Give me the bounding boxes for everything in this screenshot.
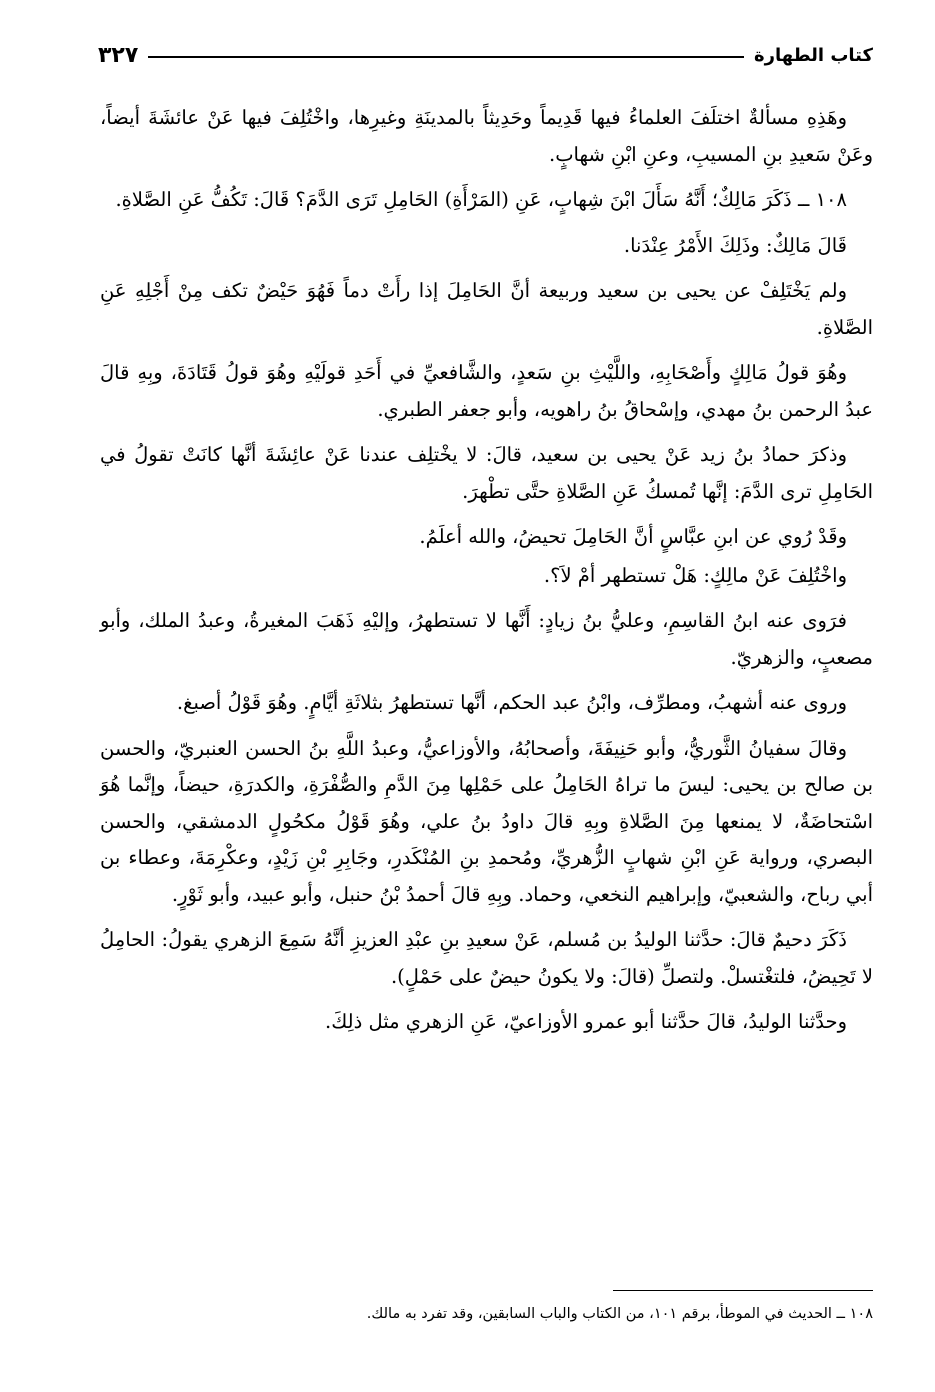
chapter-title: كتاب الطهارة <box>753 45 873 66</box>
paragraph: وقالَ سفيانُ الثَّوريُّ، وأبو حَنِيفَةَ، وأصحابُهُ، والأوزاعيُّ، وعبدُ اللَّهِ بنُ الحسن العنبريّ، والحسن بن صالح بن يحيى: ليسَ ما تراهُ الحَامِلُ على حَمْلِها مِنَ الدَّمِ والصُّفْرَةِ، والكدرَةِ، حيضاً، وإنَّما هُوَ اسْتحاضَةٌ، لا يمنعها مِنَ الصَّلاةِ وبِهِ قالَ داودُ بنُ علي، وهُوَ قَوْلُ مكحُولٍ الدمشقي، والحسن البصري، ورواية عَنِ ابْنِ شهابٍ الزُّهريِّ، ومُحمدِ بنِ المُنْكَدرِ، وجَابِرِ بْنِ زَيْدٍ، وعكْرِمَةَ، وعطاء بن أبي رباح، والشعبيّ، وإبراهيم النخعي، وحماد. وبِهِ قالَ أحمدُ بْنُ حنبل، وأبو عبيد، وأبو ثَوْرٍ. <box>100 736 873 906</box>
page-number: ٣٢٧ <box>98 43 139 68</box>
paragraph: قَالَ مَالِكٌ: وذَلِكَ الأَمْرُ عِنْدَنا. <box>623 233 847 257</box>
main-text <box>100 100 873 1050</box>
paragraph: وهُوَ قولُ مَالِكٍ وأَصْحَابِهِ، واللَّيْثِ بنِ سَعدٍ، والشَّافعيِّ في أَحَدِ قولَيْهِ وهُوَ قولُ قَتَادَةَ، وبِهِ قالَ عبدُ الرحمن بنُ مهدي، وإسْحاقُ بنُ راهويه، وأبو جعفر الطبري. <box>100 361 873 421</box>
footnote: ١٠٨ ــ الحديث في الموطأ، برقم ١٠١، من الكتاب والباب السابقين، وقد تفرد به مالك. <box>366 1306 873 1322</box>
numbered-paragraph: ١٠٨ ــ ذَكَرَ مَالِكٌ؛ أَنَّهُ سَأَلَ ابْنَ شِهابٍ، عَنِ (المَرْأَةِ) الحَامِلِ تَرَى الدَّمَ؟ قَالَ: تَكُفُّ عَنِ الصَّلاةِ. <box>115 188 847 211</box>
paragraph: وذكرَ حمادُ بنُ زيد عَنْ يحيى بن سعيد، قالَ: لا يخْتلِف عندنا عَنْ عائِشَةَ أنَّها كانَتْ تقولُ في الحَامِلِ ترى الدَّمَ: إنَّها تُمسكُ عَنِ الصَّلاةِ حتَّى تطْهرَ. <box>100 443 873 503</box>
footnote-separator <box>613 1290 873 1291</box>
paragraph: وروى عنه أشهبُ، ومطرِّف، وابْنُ عبد الحكم، أنَّها تستطهرُ بثلاثَةِ أيَّامٍ. وهُوَ قَوْلُ أصبغ. <box>176 691 847 714</box>
paragraph: ولم يَخْتَلِفْ عن يحيى بن سعيد وربيعة أنَّ الحَامِلَ إذا رأَتْ دماً فَهُوَ حَيْضٌ تكف مِنْ أَجْلِهِ عَنِ الصَّلاةِ. <box>100 279 873 339</box>
paragraph: فرَوى عنه ابنُ القاسِمِ، وعليُّ بنُ زيادٍ: أَنَّها لا تستطهرُ، وإليْهِ ذَهَبَ المغيرةُ، وعبدُ الملك، وأبو مصعبٍ، والزهريّ. <box>100 609 873 669</box>
paragraph: واخْتُلِفَ عَنْ مالِكٍ: هَلْ تستطهر أمْ لاَ؟. <box>543 563 847 587</box>
paragraph: وهَذِهِ مسألةٌ اختلَفَ العلماءُ فيها قَدِيماً وحَدِيثاً بالمدينَةِ وغيرِها، واخْتُلِفَ فيها عَنْ عائشَةَ أيضاً، وعَنْ سَعيدِ بنِ المسيبِ، وعنِ ابْنِ شهابٍ. <box>100 106 873 166</box>
paragraph: وحدَّثنا الوليدُ، قالَ حدَّثنا أبو عمرو الأوزاعيّ، عَنِ الزهري مثل ذلِكَ. <box>325 1010 847 1033</box>
paragraph: وقَدْ رُوي عن ابنِ عبَّاسٍ أنَّ الحَامِلَ تحيضُ، والله أعلَمُ. <box>419 525 847 548</box>
header-rule <box>148 56 744 58</box>
running-header <box>98 28 873 68</box>
paragraph: ذَكَرَ دحيمٌ قالَ: حدَّثنا الوليدُ بن مُسلم، عَنْ سعيدِ بنِ عبْدِ العزيزِ أنَّهُ سَمِعَ الزهري يقولُ: الحامِلُ لا تَحِيضُ، فلتغْتسلْ. ولتصلِّ (قالَ: ولا يكونُ حيضٌ على حَمْلٍ). <box>100 928 873 988</box>
